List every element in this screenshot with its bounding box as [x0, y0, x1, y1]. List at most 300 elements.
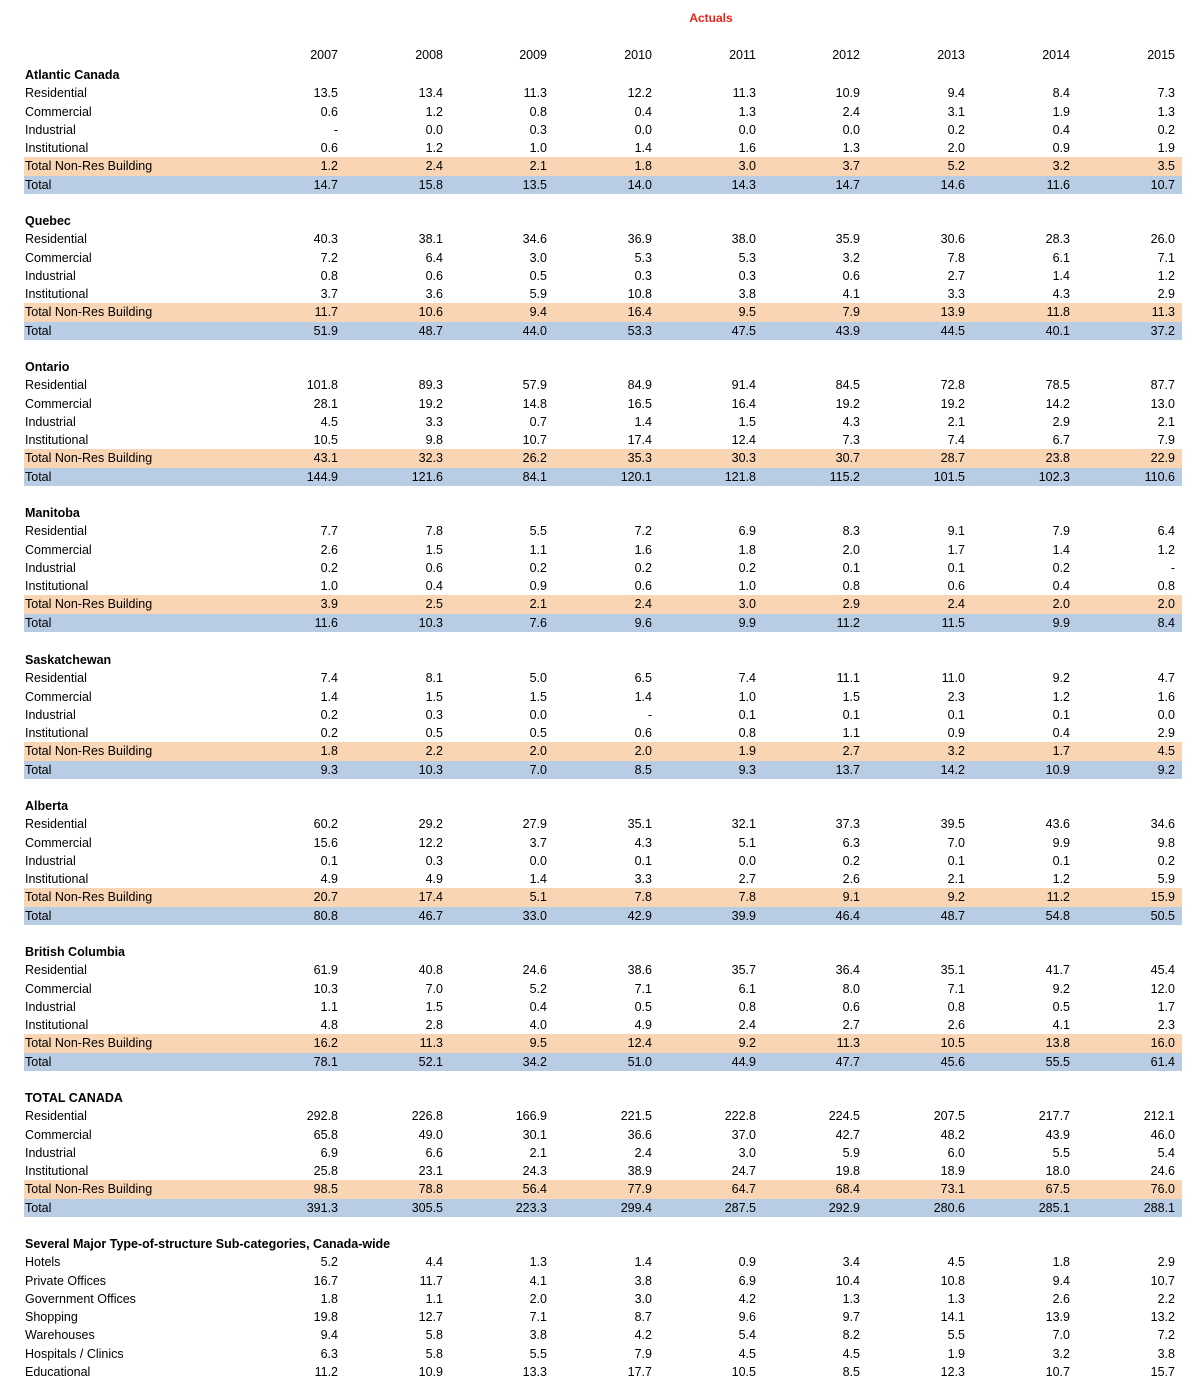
- cell-2011: 38.0: [731, 232, 756, 247]
- cell-2014: 1.8: [1052, 1255, 1070, 1270]
- cell-2009: 26.2: [522, 451, 547, 466]
- cell-2014: 9.9: [1052, 615, 1070, 630]
- cell-2008: 4.9: [425, 872, 443, 887]
- cell-2011: 0.0: [738, 853, 756, 868]
- cell-2011: 4.2: [738, 1291, 756, 1306]
- cell-2008: 12.2: [418, 835, 443, 850]
- cell-2010: 3.8: [634, 1273, 652, 1288]
- table-row: [24, 1126, 1182, 1144]
- cell-2010: 12.4: [627, 1036, 652, 1051]
- table-row: [24, 139, 1182, 157]
- cell-2014: 2.9: [1052, 414, 1070, 429]
- cell-2012: 0.1: [842, 707, 860, 722]
- cell-2009: 1.4: [529, 872, 547, 887]
- cell-2015: 5.9: [1157, 872, 1175, 887]
- table-row: [24, 413, 1182, 431]
- cell-2014: 8.4: [1052, 86, 1070, 101]
- row-label: Total: [25, 177, 52, 192]
- row-label: Industrial: [25, 999, 76, 1014]
- total-row: [24, 907, 1182, 925]
- cell-2012: 8.2: [842, 1328, 860, 1343]
- cell-2014: 54.8: [1045, 908, 1070, 923]
- cell-2012: 14.7: [835, 177, 860, 192]
- cell-2014: 41.7: [1045, 963, 1070, 978]
- cell-2009: 223.3: [515, 1200, 547, 1215]
- cell-2012: 8.3: [842, 524, 860, 539]
- cell-2012: 30.7: [835, 451, 860, 466]
- row-label: Total Non-Res Building: [25, 159, 153, 174]
- cell-2011: 37.0: [731, 1127, 756, 1142]
- cell-2010: 35.1: [627, 817, 652, 832]
- cell-2009: 2.0: [529, 1291, 547, 1306]
- cell-2009: 2.1: [529, 597, 547, 612]
- cell-2011: 3.8: [738, 287, 756, 302]
- cell-2007: 0.2: [320, 560, 338, 575]
- cell-2007: 11.2: [314, 1365, 338, 1380]
- cell-2011: 44.9: [731, 1054, 756, 1069]
- cell-2011: 0.1: [738, 707, 756, 722]
- cell-2007: 20.7: [313, 890, 338, 905]
- cell-2011: 1.5: [738, 414, 756, 429]
- cell-2014: 23.8: [1045, 451, 1070, 466]
- cell-2015: 2.9: [1157, 1255, 1175, 1270]
- cell-2015: 212.1: [1143, 1109, 1175, 1124]
- cell-2010: 16.5: [627, 396, 652, 411]
- cell-2007: 16.7: [313, 1273, 338, 1288]
- cell-2013: 35.1: [940, 963, 965, 978]
- cell-2013: 0.1: [947, 560, 965, 575]
- cell-2007: 1.8: [320, 744, 338, 759]
- table-row: [24, 285, 1182, 303]
- cell-2015: 15.7: [1150, 1365, 1175, 1380]
- cell-2007: 80.8: [313, 908, 338, 923]
- cell-2009: 24.6: [522, 963, 547, 978]
- cell-2010: 53.3: [627, 323, 652, 338]
- cell-2011: 0.2: [738, 560, 756, 575]
- cell-2008: 1.5: [425, 542, 443, 557]
- cell-2010: 1.4: [634, 141, 652, 156]
- cell-2015: 46.0: [1150, 1127, 1175, 1142]
- cell-2015: 7.9: [1157, 433, 1175, 448]
- cell-2007: 78.1: [313, 1054, 338, 1069]
- cell-2012: 2.7: [842, 1018, 860, 1033]
- cell-2010: 8.5: [634, 762, 652, 777]
- cell-2014: 7.0: [1052, 1328, 1070, 1343]
- cell-2013: 10.5: [940, 1036, 965, 1051]
- cell-2014: 13.9: [1045, 1310, 1070, 1325]
- cell-2007: 15.6: [313, 835, 338, 850]
- row-label: Institutional: [25, 726, 89, 741]
- row-label: Private Offices: [25, 1273, 107, 1288]
- cell-2011: 9.6: [738, 1310, 756, 1325]
- cell-2011: 9.9: [738, 615, 756, 630]
- table-row: [24, 834, 1182, 852]
- cell-2010: 7.1: [634, 981, 652, 996]
- cell-2010: 14.0: [627, 177, 652, 192]
- cell-2007: 51.9: [313, 323, 338, 338]
- year-header-2011: 2011: [729, 48, 756, 62]
- cell-2015: 2.9: [1157, 287, 1175, 302]
- cell-2012: 1.1: [842, 726, 860, 741]
- row-label: Institutional: [25, 287, 89, 302]
- row-label: Government Offices: [25, 1291, 136, 1306]
- cell-2012: 1.3: [842, 1291, 860, 1306]
- cell-2012: 9.7: [842, 1310, 860, 1325]
- cell-2014: 6.1: [1052, 250, 1070, 265]
- cell-2015: 45.4: [1150, 963, 1175, 978]
- cell-2009: 166.9: [515, 1109, 547, 1124]
- cell-2014: 0.1: [1052, 853, 1070, 868]
- cell-2008: 2.5: [425, 597, 443, 612]
- cell-2010: 2.0: [634, 744, 652, 759]
- cell-2008: 19.2: [418, 396, 443, 411]
- cell-2013: 3.1: [947, 104, 965, 119]
- cell-2013: 10.8: [940, 1273, 965, 1288]
- section-several-major-type-of-structure-sub-categories-canada-wide: [24, 1235, 1182, 1381]
- row-label: Total: [25, 615, 52, 630]
- cell-2007: 19.8: [313, 1310, 338, 1325]
- cell-2015: 1.2: [1157, 268, 1175, 283]
- cell-2008: 305.5: [411, 1200, 443, 1215]
- cell-2009: 0.5: [529, 726, 547, 741]
- cell-2013: 0.2: [947, 122, 965, 137]
- cell-2007: 28.1: [313, 396, 338, 411]
- row-label: Total Non-Res Building: [25, 1182, 153, 1197]
- row-label: Industrial: [25, 853, 76, 868]
- cell-2012: 4.3: [842, 414, 860, 429]
- cell-2007: 144.9: [306, 469, 338, 484]
- cell-2008: 10.6: [418, 305, 443, 320]
- cell-2013: 1.9: [947, 1346, 965, 1361]
- cell-2007: 7.2: [320, 250, 338, 265]
- cell-2014: 40.1: [1045, 323, 1070, 338]
- cell-2009: 30.1: [522, 1127, 547, 1142]
- cell-2008: 2.8: [425, 1018, 443, 1033]
- section-heading: TOTAL CANADA: [25, 1091, 123, 1105]
- cell-2007: 25.8: [313, 1164, 338, 1179]
- table-row: [24, 706, 1182, 724]
- cell-2007: 98.5: [313, 1182, 338, 1197]
- cell-2010: 0.3: [634, 268, 652, 283]
- cell-2014: 4.1: [1052, 1018, 1070, 1033]
- cell-2014: 9.9: [1052, 835, 1070, 850]
- year-header-2012: 2012: [832, 48, 860, 62]
- cell-2010: 2.4: [634, 597, 652, 612]
- cell-2011: 6.9: [738, 524, 756, 539]
- section-heading: Manitoba: [25, 506, 80, 520]
- table-row: [24, 688, 1182, 706]
- subtotal-row: [24, 1034, 1182, 1052]
- cell-2014: 10.7: [1045, 1365, 1070, 1380]
- cell-2015: 61.4: [1150, 1054, 1175, 1069]
- cell-2013: 9.2: [947, 890, 965, 905]
- cell-2013: 0.1: [947, 853, 965, 868]
- cell-2007: 60.2: [313, 817, 338, 832]
- cell-2010: 77.9: [627, 1182, 652, 1197]
- year-header-2007: 2007: [310, 48, 338, 62]
- cell-2015: 10.7: [1150, 1273, 1175, 1288]
- cell-2015: 13.0: [1150, 396, 1175, 411]
- cell-2007: 1.2: [320, 159, 338, 174]
- cell-2015: 0.2: [1157, 122, 1175, 137]
- cell-2015: 6.4: [1157, 524, 1175, 539]
- cell-2013: 14.6: [940, 177, 965, 192]
- cell-2009: 5.0: [529, 671, 547, 686]
- cell-2011: 222.8: [724, 1109, 756, 1124]
- cell-2008: 2.2: [425, 744, 443, 759]
- table-row: [24, 980, 1182, 998]
- cell-2012: 11.2: [836, 615, 860, 630]
- table-row: [24, 1016, 1182, 1034]
- cell-2011: 1.6: [738, 141, 756, 156]
- cell-2012: 11.3: [836, 1036, 860, 1051]
- cell-2013: 2.1: [947, 872, 965, 887]
- section-british-columbia: [24, 943, 1182, 1071]
- cell-2011: 5.4: [738, 1328, 756, 1343]
- cell-2013: 3.2: [947, 744, 965, 759]
- cell-2008: 1.5: [425, 999, 443, 1014]
- row-label: Commercial: [25, 396, 92, 411]
- cell-2011: 1.3: [738, 104, 756, 119]
- table-row: [24, 121, 1182, 139]
- cell-2015: 1.7: [1157, 999, 1175, 1014]
- cell-2012: 2.0: [842, 542, 860, 557]
- row-label: Total: [25, 762, 52, 777]
- cell-2011: 5.1: [738, 835, 756, 850]
- cell-2013: 11.5: [941, 615, 965, 630]
- cell-2013: 39.5: [940, 817, 965, 832]
- cell-2007: 5.2: [320, 1255, 338, 1270]
- table-row: [24, 522, 1182, 540]
- table-row: [24, 249, 1182, 267]
- cell-2007: 6.3: [320, 1346, 338, 1361]
- cell-2009: 1.1: [529, 542, 547, 557]
- cell-2015: 9.8: [1157, 835, 1175, 850]
- cell-2013: 12.3: [940, 1365, 965, 1380]
- total-row: [24, 761, 1182, 779]
- cell-2009: 10.7: [522, 433, 547, 448]
- row-label: Total: [25, 908, 52, 923]
- cell-2015: 7.1: [1157, 250, 1175, 265]
- cell-2014: 1.4: [1052, 268, 1070, 283]
- cell-2009: 34.2: [522, 1054, 547, 1069]
- cell-2013: 19.2: [940, 396, 965, 411]
- cell-2012: 0.1: [842, 560, 860, 575]
- table-row: [24, 1107, 1182, 1125]
- cell-2012: 42.7: [835, 1127, 860, 1142]
- cell-2013: 2.7: [947, 268, 965, 283]
- table-row: [24, 961, 1182, 979]
- cell-2011: 35.7: [731, 963, 756, 978]
- table-row: [24, 1308, 1182, 1326]
- cell-2008: 11.7: [419, 1273, 443, 1288]
- cell-2009: 3.8: [529, 1328, 547, 1343]
- table-row: [24, 1345, 1182, 1363]
- cell-2013: 0.1: [947, 707, 965, 722]
- cell-2014: 5.5: [1052, 1145, 1070, 1160]
- cell-2007: 10.5: [313, 433, 338, 448]
- cell-2014: 78.5: [1045, 378, 1070, 393]
- cell-2011: 7.8: [738, 890, 756, 905]
- section-manitoba: [24, 504, 1182, 632]
- cell-2014: 1.9: [1052, 104, 1070, 119]
- cell-2007: 13.5: [313, 86, 338, 101]
- cell-2010: 0.4: [634, 104, 652, 119]
- cell-2010: 1.8: [634, 159, 652, 174]
- cell-2009: 13.3: [522, 1365, 547, 1380]
- cell-2013: 7.0: [947, 835, 965, 850]
- cell-2008: 12.7: [418, 1310, 443, 1325]
- cell-2009: 27.9: [522, 817, 547, 832]
- cell-2009: 2.0: [529, 744, 547, 759]
- cell-2013: 7.1: [947, 981, 965, 996]
- cell-2009: 0.7: [529, 414, 547, 429]
- cell-2010: 10.8: [627, 287, 652, 302]
- cell-2010: 6.5: [634, 671, 652, 686]
- cell-2012: 5.9: [842, 1145, 860, 1160]
- cell-2009: 0.0: [529, 707, 547, 722]
- year-header-2013: 2013: [937, 48, 965, 62]
- cell-2015: -: [1170, 560, 1175, 575]
- cell-2015: 87.7: [1150, 378, 1175, 393]
- table-row: [24, 1290, 1182, 1308]
- cell-2011: 0.8: [738, 999, 756, 1014]
- cell-2013: 101.5: [933, 469, 965, 484]
- cell-2011: 1.0: [738, 689, 756, 704]
- cell-2015: 288.1: [1143, 1200, 1175, 1215]
- cell-2008: 89.3: [418, 378, 443, 393]
- cell-2012: 8.5: [842, 1365, 860, 1380]
- row-label: Commercial: [25, 104, 92, 119]
- cell-2013: 280.6: [933, 1200, 965, 1215]
- cell-2013: 72.8: [940, 378, 965, 393]
- cell-2009: 3.0: [529, 250, 547, 265]
- cell-2012: 0.0: [842, 122, 860, 137]
- cell-2008: 0.3: [425, 707, 443, 722]
- subtotal-row: [24, 888, 1182, 906]
- cell-2014: 1.7: [1052, 744, 1070, 759]
- cell-2012: 43.9: [835, 323, 860, 338]
- cell-2007: 101.8: [306, 378, 338, 393]
- row-label: Industrial: [25, 268, 76, 283]
- cell-2014: 0.4: [1052, 122, 1070, 137]
- section-atlantic-canada: [24, 66, 1182, 194]
- cell-2014: 14.2: [1045, 396, 1070, 411]
- cell-2015: 7.2: [1157, 1328, 1175, 1343]
- cell-2009: 9.4: [529, 305, 547, 320]
- subtotal-row: [24, 742, 1182, 760]
- cell-2013: 7.8: [947, 250, 965, 265]
- cell-2015: 110.6: [1144, 469, 1175, 484]
- cell-2015: 3.8: [1157, 1346, 1175, 1361]
- cell-2011: 0.0: [738, 122, 756, 137]
- row-label: Residential: [25, 86, 87, 101]
- subtotal-row: [24, 303, 1182, 321]
- row-label: Institutional: [25, 579, 89, 594]
- cell-2013: 2.6: [947, 1018, 965, 1033]
- cell-2015: 1.3: [1157, 104, 1175, 119]
- row-label: Commercial: [25, 689, 92, 704]
- cell-2012: 36.4: [835, 963, 860, 978]
- cell-2014: 11.6: [1046, 177, 1070, 192]
- cell-2008: 13.4: [418, 86, 443, 101]
- cell-2010: 7.2: [634, 524, 652, 539]
- cell-2014: 67.5: [1045, 1182, 1070, 1197]
- cell-2009: 4.1: [529, 1273, 547, 1288]
- cell-2009: 5.1: [529, 890, 547, 905]
- cell-2012: 9.1: [842, 890, 860, 905]
- cell-2007: 0.8: [320, 268, 338, 283]
- cell-2014: 3.2: [1052, 159, 1070, 174]
- cell-2015: 0.8: [1157, 579, 1175, 594]
- cell-2011: 0.9: [738, 1255, 756, 1270]
- cell-2007: 11.6: [314, 615, 338, 630]
- cell-2014: 0.1: [1052, 707, 1070, 722]
- cell-2013: 7.4: [947, 433, 965, 448]
- cell-2009: 0.9: [529, 579, 547, 594]
- cell-2007: 14.7: [313, 177, 338, 192]
- cell-2008: 48.7: [418, 323, 443, 338]
- cell-2012: 68.4: [835, 1182, 860, 1197]
- cell-2007: 43.1: [313, 451, 338, 466]
- cell-2012: 46.4: [835, 908, 860, 923]
- cell-2008: 226.8: [411, 1109, 443, 1124]
- table-row: [24, 1363, 1182, 1381]
- cell-2010: 0.2: [634, 560, 652, 575]
- cell-2011: 11.3: [732, 86, 756, 101]
- cell-2007: 1.0: [320, 579, 338, 594]
- cell-2013: 30.6: [940, 232, 965, 247]
- year-header-row: [24, 48, 1182, 66]
- cell-2015: 1.6: [1157, 689, 1175, 704]
- cell-2008: 0.5: [425, 726, 443, 741]
- row-label: Total: [25, 1054, 52, 1069]
- cell-2009: 3.7: [529, 835, 547, 850]
- cell-2011: 5.3: [738, 250, 756, 265]
- cell-2011: 9.5: [738, 305, 756, 320]
- cell-2011: 1.0: [738, 579, 756, 594]
- cell-2008: 0.4: [425, 579, 443, 594]
- cell-2013: 207.5: [933, 1109, 965, 1124]
- cell-2015: 2.0: [1157, 597, 1175, 612]
- cell-2008: 17.4: [418, 890, 443, 905]
- row-label: Industrial: [25, 1145, 76, 1160]
- cell-2009: 1.3: [529, 1255, 547, 1270]
- row-label: Institutional: [25, 872, 89, 887]
- cell-2007: 3.9: [320, 597, 338, 612]
- cell-2007: 0.2: [320, 726, 338, 741]
- cell-2010: 42.9: [627, 908, 652, 923]
- cell-2013: 1.7: [947, 542, 965, 557]
- row-label: Total: [25, 323, 52, 338]
- cell-2009: 5.5: [529, 1346, 547, 1361]
- cell-2013: 4.5: [947, 1255, 965, 1270]
- cell-2014: 11.2: [1046, 890, 1070, 905]
- cell-2008: 5.8: [425, 1328, 443, 1343]
- cell-2008: 6.6: [425, 1145, 443, 1160]
- year-header-2009: 2009: [519, 48, 547, 62]
- cell-2011: 3.0: [738, 1145, 756, 1160]
- cell-2012: 2.7: [842, 744, 860, 759]
- cell-2013: 2.0: [947, 141, 965, 156]
- page-title: Actuals: [689, 11, 733, 25]
- cell-2011: 9.2: [738, 1036, 756, 1051]
- cell-2007: 0.6: [320, 104, 338, 119]
- cell-2012: 0.2: [842, 853, 860, 868]
- cell-2010: 17.7: [627, 1365, 652, 1380]
- cell-2013: 5.5: [947, 1328, 965, 1343]
- cell-2013: 18.9: [940, 1164, 965, 1179]
